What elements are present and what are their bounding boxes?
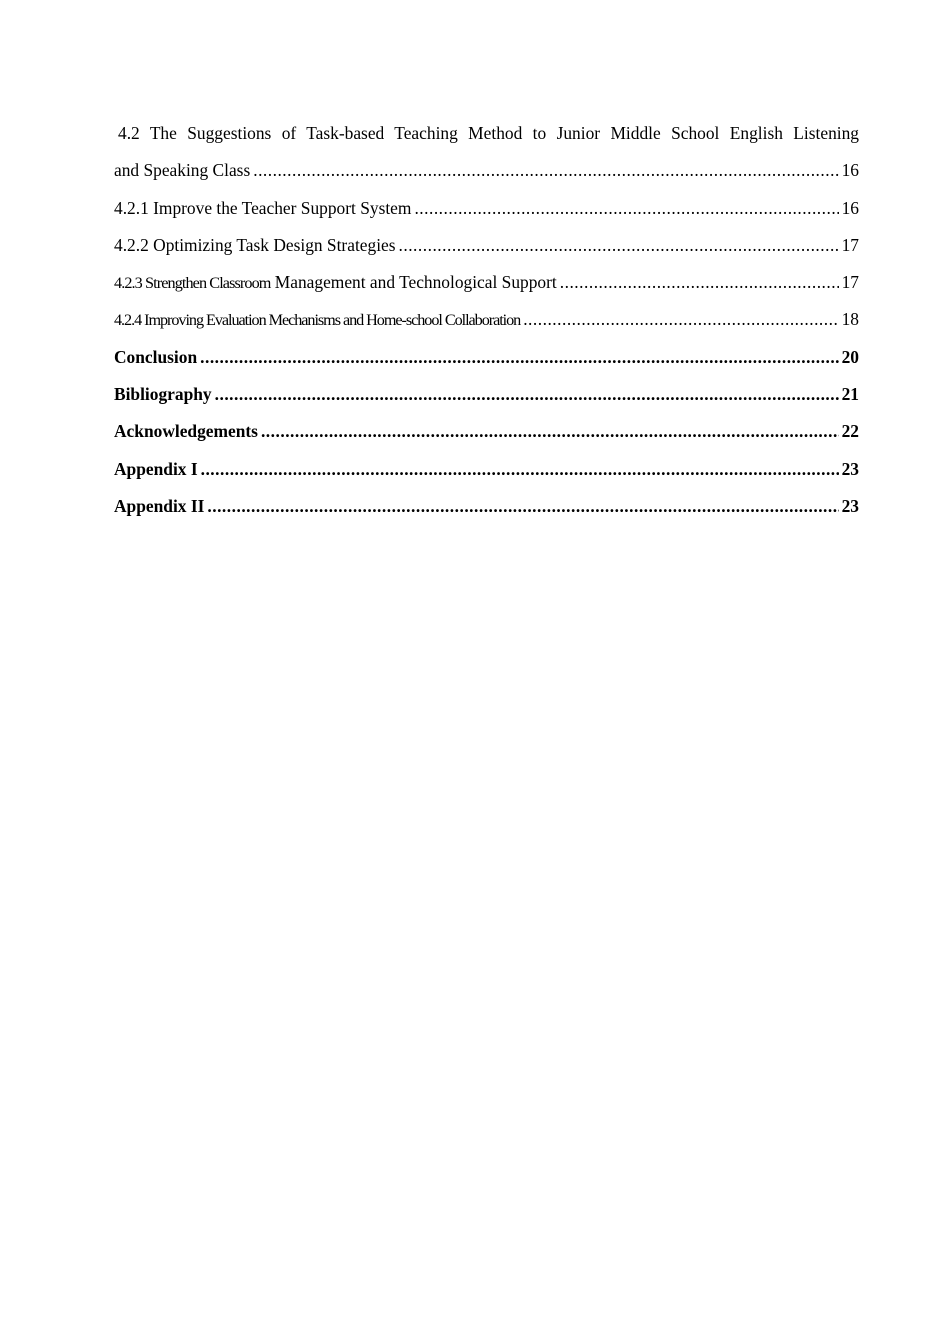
toc-entry-label: 4.2.1 Improve the Teacher Support System <box>114 197 412 218</box>
toc-entry-appendix-i[interactable] <box>114 454 859 491</box>
toc-entry-conclusion[interactable] <box>114 342 859 379</box>
toc-entry-label: and Speaking Class <box>114 160 251 181</box>
toc-page-number: 17 <box>841 234 859 255</box>
toc-entry-4-2-1[interactable] <box>114 193 859 230</box>
toc-page-number: 21 <box>841 384 859 405</box>
toc-entry-4-2-3[interactable] <box>114 267 859 304</box>
toc-entry-label-condensed: 4.2.3 Strengthen Classroom <box>114 274 271 293</box>
toc-entry-label: Conclusion <box>114 346 198 367</box>
toc-entry-label: Bibliography <box>114 384 212 405</box>
toc-entry-appendix-ii[interactable] <box>114 491 859 528</box>
toc-page-number: 22 <box>841 421 859 442</box>
toc-entry-4-2-line2[interactable] <box>114 155 859 192</box>
toc-entry-label: Acknowledgements <box>114 421 258 442</box>
table-of-contents <box>114 118 859 528</box>
toc-entry-4-2-line1[interactable] <box>114 118 859 155</box>
dot-leader <box>261 416 839 446</box>
toc-entry-acknowledgements[interactable] <box>114 416 859 453</box>
toc-page-number: 16 <box>841 197 859 218</box>
toc-entry-label: Management and Technological Support <box>270 272 557 293</box>
dot-leader <box>399 230 839 260</box>
toc-entry-bibliography[interactable] <box>114 379 859 416</box>
dot-leader <box>414 193 838 223</box>
toc-entry-label-condensed: 4.2.4 Improving Evaluation Mechanisms and Home-school Collaboration <box>114 311 521 330</box>
toc-page-number: 17 <box>841 272 859 293</box>
toc-entry-label-group <box>114 267 557 298</box>
toc-entry-label: Appendix II <box>114 495 205 516</box>
toc-entry-label: 4.2.2 Optimizing Task Design Strategies <box>114 234 396 255</box>
dot-leader <box>200 342 838 372</box>
dot-leader <box>253 155 838 185</box>
dot-leader <box>560 267 839 297</box>
toc-page-number: 23 <box>841 495 859 516</box>
toc-entry-label: 4.2 The Suggestions of Task-based Teaching Method to Junior Middle School English Listening <box>118 123 859 143</box>
toc-page-number: 16 <box>841 160 859 181</box>
dot-leader <box>201 454 839 484</box>
dot-leader <box>523 304 838 334</box>
toc-entry-4-2-2[interactable] <box>114 230 859 267</box>
dot-leader <box>215 379 839 409</box>
toc-entry-4-2-4[interactable] <box>114 304 859 341</box>
toc-entry-label: Appendix I <box>114 458 198 479</box>
toc-page-number: 18 <box>841 309 859 330</box>
dot-leader <box>207 491 838 521</box>
toc-page-number: 23 <box>841 458 859 479</box>
toc-page-number: 20 <box>841 346 859 367</box>
